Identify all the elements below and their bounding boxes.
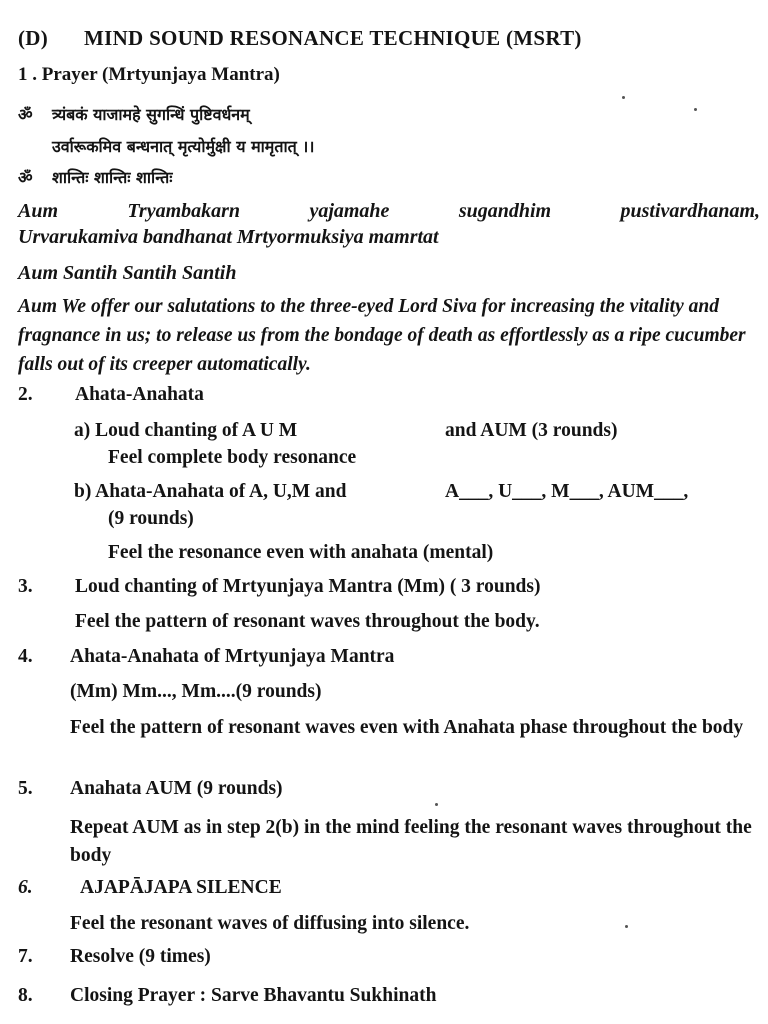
step-3-label: Loud chanting of Mrtyunjaya Mantra (Mm) ( 3 rounds) [75, 576, 541, 597]
scan-speck [694, 108, 697, 111]
step-3-note: Feel the pattern of resonant waves throughout the body. [75, 611, 540, 632]
step-2b-label: b) Ahata-Anahata of A, U,M and [74, 481, 347, 502]
step-7-label: Resolve (9 times) [70, 946, 211, 967]
step-6-number: 6. [18, 877, 33, 898]
step-7-number: 7. [18, 946, 33, 967]
step-5-label: Anahata AUM (9 rounds) [70, 778, 283, 799]
prayer-heading: 1 . Prayer (Mrtyunjaya Mantra) [18, 64, 280, 85]
step-2a-label: a) Loud chanting of A U M [74, 420, 298, 441]
om-symbol: ॐ [18, 105, 33, 124]
step-4-note: Feel the pattern of resonant waves even with Anahata phase throughout the body [70, 717, 744, 738]
step-2b-right: A___, U___, M___, AUM___, [445, 481, 689, 502]
step-2b-note: Feel the resonance even with anahata (mental) [108, 542, 494, 563]
step-6-label: AJAPĀJAPA SILENCE [80, 877, 282, 898]
section-code: (D) [18, 26, 49, 50]
transliteration-line-1: Aum Tryambakarn yajamahe sugandhim pustivardhanam, [18, 200, 760, 222]
sanskrit-line-3-text: शान्तिः शान्तिः शान्तिः [52, 168, 173, 187]
section-title [18, 26, 582, 51]
sanskrit-line-1 [18, 103, 250, 125]
sanskrit-line-2: उर्वारूकमिव बन्धनात् मृत्योर्मुक्षी य मामृतात् ।। [52, 137, 315, 156]
step-4-number: 4. [18, 646, 33, 667]
scan-speck [435, 803, 438, 806]
scan-speck [625, 925, 628, 928]
transliteration-line-3: Aum Santih Santih Santih [18, 262, 237, 284]
section-title-text: MIND SOUND RESONANCE TECHNIQUE (MSRT) [84, 26, 582, 50]
om-symbol: ॐ [18, 168, 33, 187]
step-4-label: Ahata-Anahata of Mrtyunjaya Mantra [70, 646, 395, 667]
step-8-label: Closing Prayer : Sarve Bhavantu Sukhinath [70, 985, 437, 1006]
scan-speck [622, 96, 625, 99]
prayer-meaning: Aum We offer our salutations to the three-eyed Lord Siva for increasing the vitality and fragnance in us; to release us from the bondage of death as effortlessly as a ripe cucumber falls out of its creeper automatically. [18, 296, 746, 375]
step-2a-note: Feel complete body resonance [108, 447, 357, 468]
step-8-number: 8. [18, 985, 33, 1006]
sanskrit-line-1-text: त्र्यंबकं याजामहे सुगन्धिं पुष्टिवर्धनम् [52, 105, 250, 124]
step-3-number: 3. [18, 576, 33, 597]
sanskrit-line-3 [18, 166, 173, 188]
step-2-number: 2. [18, 384, 33, 405]
step-4-line-2: (Mm) Mm..., Mm....(9 rounds) [70, 681, 322, 702]
step-2-label: Ahata-Anahata [75, 384, 204, 405]
transliteration-line-2: Urvarukamiva bandhanat Mrtyormuksiya mamrtat [18, 226, 439, 248]
step-6-note: Feel the resonant waves of diffusing into silence. [70, 913, 470, 934]
step-5-note: Repeat AUM as in step 2(b) in the mind feeling the resonant waves throughout the body [70, 817, 752, 866]
step-2b-rounds: (9 rounds) [108, 508, 194, 529]
step-2a-right: and AUM (3 rounds) [445, 420, 618, 441]
step-5-number: 5. [18, 778, 33, 799]
